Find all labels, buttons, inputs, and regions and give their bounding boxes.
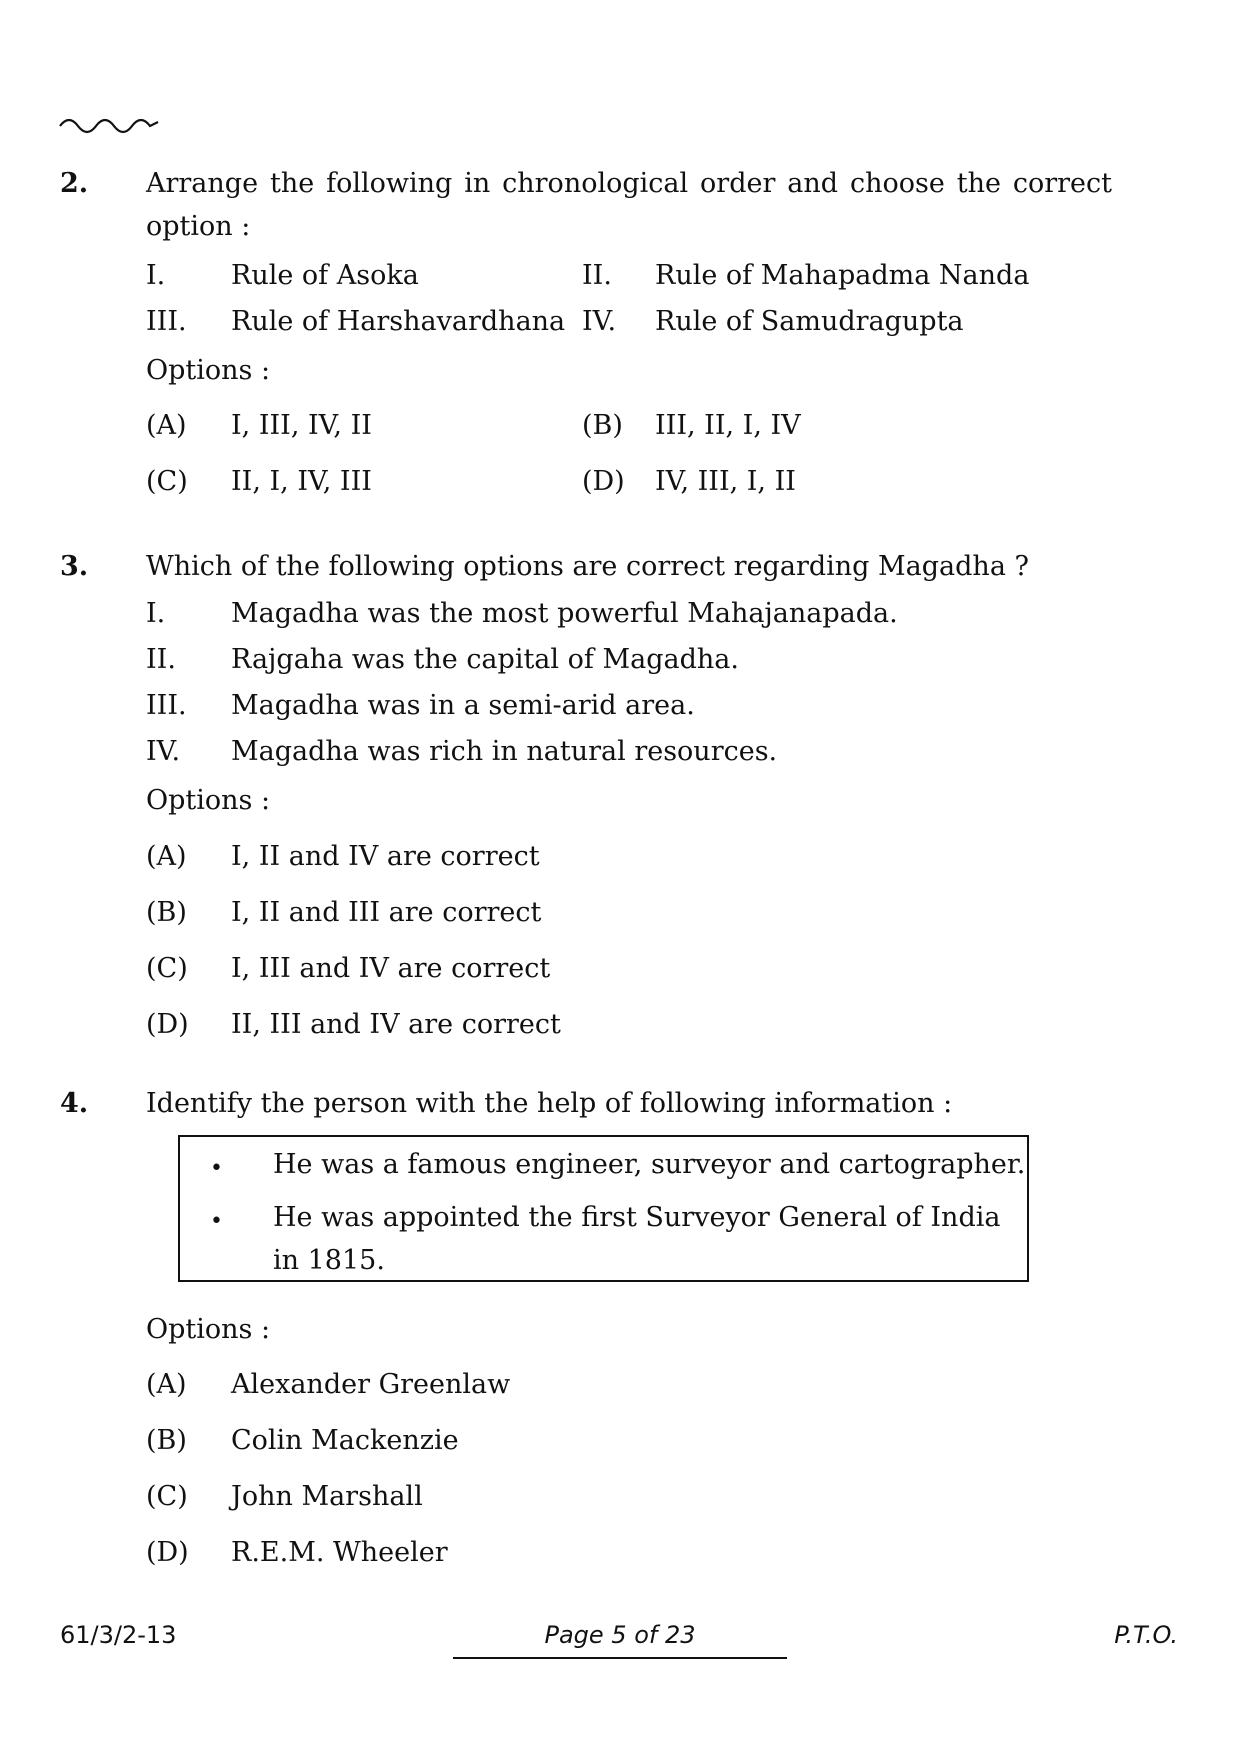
stem-word: correct <box>1012 168 1112 199</box>
item-text: Rule of Harshavardhana <box>231 306 566 337</box>
footer-rule <box>453 1657 787 1659</box>
item-text: Rule of Samudragupta <box>655 306 964 337</box>
stem-word: choose <box>849 168 945 199</box>
question-number: 4. <box>60 1088 89 1119</box>
page-number: Page 5 of 23 <box>544 1621 696 1649</box>
paper-code: 61/3/2-13 <box>60 1621 177 1649</box>
option-letter: (D) <box>146 1009 189 1040</box>
question-number: 3. <box>60 551 89 582</box>
option-text: R.E.M. Wheeler <box>231 1537 448 1568</box>
info-line: in 1815. <box>273 1245 385 1276</box>
wavy-line-icon <box>58 110 162 140</box>
question-stem: Which of the following options are correct regarding Magadha ? <box>146 551 1029 582</box>
question-stem: Identify the person with the help of following information : <box>146 1088 953 1119</box>
option-letter: (A) <box>146 841 187 872</box>
item-text: Rule of Mahapadma Nanda <box>655 260 1030 291</box>
item-text: Magadha was in a semi-arid area. <box>231 690 695 721</box>
option-text: Alexander Greenlaw <box>231 1369 511 1400</box>
item-numeral: III. <box>146 306 187 337</box>
option-letter: (A) <box>146 410 187 441</box>
stem-word: Arrange <box>146 168 259 199</box>
info-line: He was appointed the first Surveyor General of India <box>273 1202 1001 1233</box>
bullet-icon: • <box>210 1156 223 1181</box>
item-numeral: IV. <box>146 736 181 767</box>
item-text: Rule of Asoka <box>231 260 419 291</box>
bullet-icon: • <box>210 1209 223 1234</box>
item-numeral: III. <box>146 690 187 721</box>
stem-word: chronological <box>502 168 689 199</box>
option-text: I, II and III are correct <box>231 897 542 928</box>
option-letter: (A) <box>146 1369 187 1400</box>
stem-word: following <box>326 168 453 199</box>
item-text: Magadha was the most powerful Mahajanapada. <box>231 598 898 629</box>
stem-word: the <box>269 168 315 199</box>
option-text: I, III and IV are correct <box>231 953 551 984</box>
option-letter: (B) <box>146 897 187 928</box>
option-letter: (C) <box>146 953 188 984</box>
option-text: II, III and IV are correct <box>231 1009 561 1040</box>
info-line: He was a famous engineer, surveyor and cartographer. <box>273 1149 1026 1180</box>
item-text: Magadha was rich in natural resources. <box>231 736 778 767</box>
option-text: I, III, IV, II <box>231 410 372 441</box>
option-letter: (B) <box>146 1425 187 1456</box>
item-numeral: II. <box>582 260 612 291</box>
question-number: 2. <box>60 168 89 199</box>
item-numeral: II. <box>146 644 176 675</box>
stem-word: the <box>956 168 1001 199</box>
pto-label: P.T.O. <box>1114 1621 1178 1649</box>
option-letter: (C) <box>146 466 188 497</box>
item-text: Rajgaha was the capital of Magadha. <box>231 644 739 675</box>
item-numeral: I. <box>146 260 166 291</box>
options-label: Options : <box>146 355 271 386</box>
stem-word: order <box>700 168 776 199</box>
options-label: Options : <box>146 785 271 816</box>
option-text: John Marshall <box>231 1481 423 1512</box>
option-letter: (B) <box>582 410 623 441</box>
stem-word: and <box>787 168 839 199</box>
option-letter: (D) <box>146 1537 189 1568</box>
item-numeral: I. <box>146 598 166 629</box>
question-stem-line1 <box>146 167 1112 201</box>
option-text: II, I, IV, III <box>231 466 372 497</box>
question-stem-line2: option : <box>146 211 251 242</box>
option-text: Colin Mackenzie <box>231 1425 459 1456</box>
option-letter: (C) <box>146 1481 188 1512</box>
item-numeral: IV. <box>582 306 617 337</box>
option-text: IV, III, I, II <box>655 466 796 497</box>
option-text: I, II and IV are correct <box>231 841 540 872</box>
options-label: Options : <box>146 1314 271 1345</box>
option-letter: (D) <box>582 466 625 497</box>
option-text: III, II, I, IV <box>655 410 801 441</box>
stem-word: in <box>464 168 491 199</box>
